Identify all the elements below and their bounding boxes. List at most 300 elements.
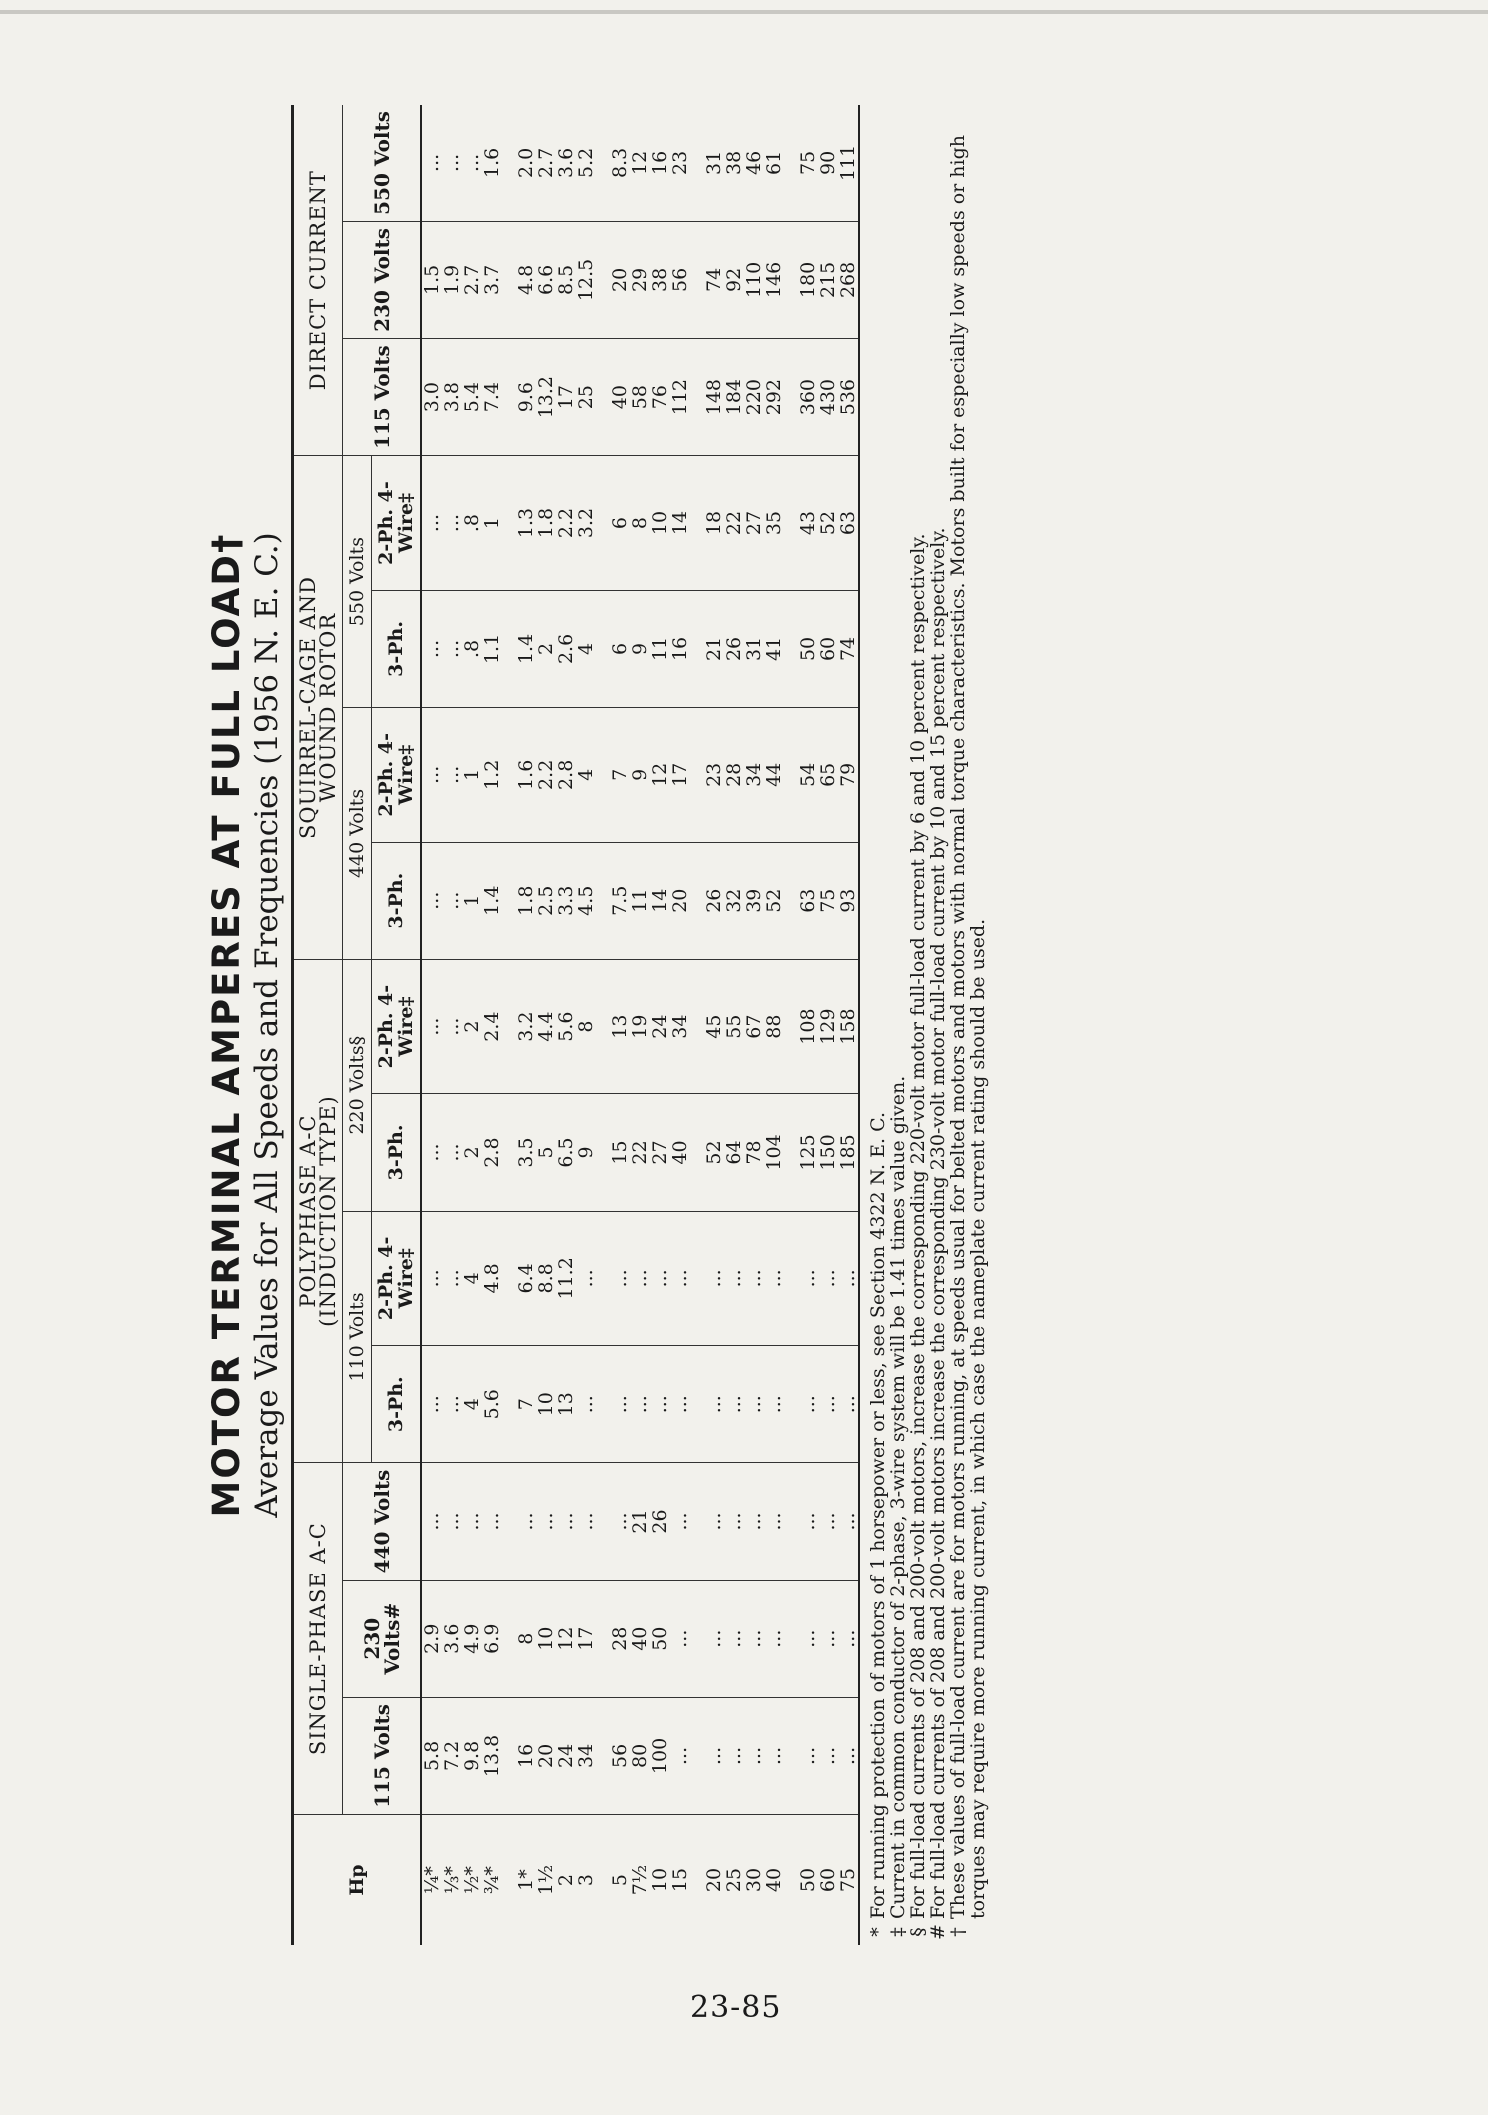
spacer-cell <box>596 221 610 338</box>
spacer-cell <box>690 1815 704 1945</box>
amp-cell: 52 <box>704 1094 724 1211</box>
amp-cell: 1.4 <box>482 842 502 959</box>
amp-cell: 4 <box>462 1346 482 1463</box>
table-row <box>556 105 576 1945</box>
spacer-cell <box>784 590 798 707</box>
amp-cell: 27 <box>744 456 764 591</box>
spacer-cell <box>690 1697 704 1814</box>
amp-cell: 4 <box>576 708 596 843</box>
hp-cell: 20 <box>704 1815 724 1945</box>
footnotes <box>868 105 988 1945</box>
amp-cell: 34 <box>744 708 764 843</box>
spacer-cell <box>784 1211 798 1346</box>
amp-cell: 3.8 <box>442 339 462 456</box>
amp-cell: 15 <box>610 1094 630 1211</box>
amp-cell: 4 <box>576 590 596 707</box>
amp-cell: 129 <box>818 959 838 1094</box>
amp-cell: 2 <box>462 959 482 1094</box>
spacer-cell <box>596 708 610 843</box>
amp-cell: 39 <box>744 842 764 959</box>
amp-cell: 430 <box>818 339 838 456</box>
spacer-cell <box>596 842 610 959</box>
amp-cell: 220 <box>744 339 764 456</box>
table-row <box>704 105 724 1945</box>
amp-cell: ... <box>838 1463 859 1580</box>
amp-cell: 46 <box>743 150 765 175</box>
amp-cell: 2.2 <box>536 708 556 843</box>
amp-cell: 90 <box>817 150 839 175</box>
col-110-3ph: 3-Ph. <box>372 1346 422 1463</box>
amp-cell: 2.9 <box>421 1580 442 1697</box>
amp-cell: 65 <box>818 708 838 843</box>
row-spacer <box>784 105 798 1945</box>
rotated-content <box>205 105 1215 1945</box>
amp-cell: ... <box>650 1346 670 1463</box>
amp-cell: 43 <box>798 456 818 591</box>
footnote-text: These values of full-load current are for motors running, at speeds usual for belted motors and motors with normal torque characteristics. Motors built for especially low speeds or high torques may require more running current, in which case the nameplate current rating should be used. <box>947 134 989 1919</box>
amp-cell: 7.5 <box>610 842 630 959</box>
amp-cell: 32 <box>724 842 744 959</box>
amp-cell: 26 <box>650 1463 670 1580</box>
amp-cell: ... <box>421 1211 442 1346</box>
amp-cell: 11.2 <box>556 1211 576 1346</box>
footnote-mark: § <box>907 1927 929 1937</box>
amp-cell: ... <box>516 1463 536 1580</box>
spacer-cell <box>784 1697 798 1814</box>
amp-cell: 2.2 <box>556 456 576 591</box>
amp-cell: 5.6 <box>482 1346 502 1463</box>
amp-cell: 3.6 <box>442 1580 462 1697</box>
polyphase-header <box>293 959 343 1463</box>
amp-cell: 3.6 <box>555 147 577 179</box>
spacer-cell <box>784 456 798 591</box>
amp-cell: ... <box>838 1697 859 1814</box>
spacer-cell <box>690 1094 704 1211</box>
hp-cell: 25 <box>724 1815 744 1945</box>
sq-440-volts: 440 Volts <box>343 708 372 960</box>
amp-cell: ... <box>764 1580 784 1697</box>
polyphase-header-line1: POLYPHASE A-C <box>296 1114 320 1308</box>
amp-cell: ... <box>818 1580 838 1697</box>
amp-cell: 19 <box>630 959 650 1094</box>
amp-cell: 215 <box>818 221 838 338</box>
amp-cell: 8 <box>516 1580 536 1697</box>
col-550-2ph: 2-Ph. 4-Wire‡ <box>372 456 422 591</box>
amp-cell: 6.9 <box>482 1580 502 1697</box>
amp-cell: 23 <box>669 150 691 175</box>
amp-cell: 4.4 <box>536 959 556 1094</box>
amp-cell: 110 <box>744 221 764 338</box>
amp-cell: 268 <box>838 221 859 338</box>
hp-cell: 15 <box>670 1815 690 1945</box>
amp-cell: 41 <box>764 590 784 707</box>
spacer-cell <box>784 842 798 959</box>
spacer-cell <box>784 1815 798 1945</box>
amp-cell: 2.0 <box>515 147 537 179</box>
amp-cell: ... <box>630 1211 650 1346</box>
amp-cell: 20 <box>536 1697 556 1814</box>
amp-cell: 6 <box>610 590 630 707</box>
top-rule <box>0 10 1488 14</box>
amp-cell: 38 <box>723 150 745 175</box>
hp-cell: 1* <box>516 1815 536 1945</box>
amp-cell: 1.1 <box>482 590 502 707</box>
amp-cell: 31 <box>744 590 764 707</box>
amp-cell: 104 <box>764 1094 784 1211</box>
page-number: 23-85 <box>690 1990 782 2025</box>
amp-cell: 16 <box>670 590 690 707</box>
amp-cell: 1.8 <box>536 456 556 591</box>
amp-cell: 6.5 <box>556 1094 576 1211</box>
amp-cell: 10 <box>650 456 670 591</box>
amp-cell: 1 <box>462 708 482 843</box>
col-220-3ph: 3-Ph. <box>372 1094 422 1211</box>
amp-cell: 80 <box>630 1697 650 1814</box>
amp-cell: 14 <box>650 842 670 959</box>
amp-cell: 63 <box>798 842 818 959</box>
amp-cell: 29 <box>630 221 650 338</box>
spacer-cell <box>502 339 516 456</box>
amp-cell: 6 <box>610 456 630 591</box>
amp-cell: 2 <box>462 1094 482 1211</box>
amp-cell: 185 <box>838 1094 859 1211</box>
amp-cell: ... <box>724 1697 744 1814</box>
amp-cell: 75 <box>818 842 838 959</box>
amp-cell: 40 <box>610 339 630 456</box>
amp-cell: 56 <box>610 1697 630 1814</box>
amp-cell: 1.4 <box>516 590 536 707</box>
footnote-text: For full-load currents of 208 and 200-volt motors increase the corresponding 230-volt motor full-load current by 10 and 15 percent respectively. <box>927 527 949 1919</box>
amp-cell: 21 <box>630 1463 650 1580</box>
footnote-text: For running protection of motors of 1 horsepower or less, see Section 4322 N. E. C. <box>867 1112 889 1919</box>
amp-cell: 58 <box>630 339 650 456</box>
amp-cell: ... <box>610 1211 630 1346</box>
amp-cell: 3.5 <box>516 1094 536 1211</box>
amp-cell: 26 <box>724 590 744 707</box>
amp-cell: ... <box>670 1211 690 1346</box>
amp-cell: 2.7 <box>535 147 557 179</box>
table-row <box>630 105 650 1945</box>
amp-cell: ... <box>798 1580 818 1697</box>
spacer-cell <box>690 1580 704 1697</box>
hp-cell: 1½ <box>536 1815 556 1945</box>
hp-cell: 30 <box>744 1815 764 1945</box>
page-title: MOTOR TERMINAL AMPERES AT FULL LOAD† <box>205 532 248 1518</box>
amp-cell: 112 <box>670 339 690 456</box>
amp-cell: ... <box>818 1346 838 1463</box>
col-dc-115: 115 Volts <box>343 339 422 456</box>
amp-cell: 9 <box>576 1094 596 1211</box>
amp-cell: 8 <box>630 456 650 591</box>
amp-cell: 10 <box>536 1580 556 1697</box>
footnote <box>948 105 988 1945</box>
amp-cell: 50 <box>650 1580 670 1697</box>
amp-cell: 3.3 <box>556 842 576 959</box>
footnote-text: For full-load currents of 208 and 200-volt motors, increase the corresponding 220-volt motor full-load current by 6 and 10 percent respectively. <box>907 533 929 1919</box>
amp-cell: 8.3 <box>609 147 631 179</box>
footnote-mark: † <box>947 1927 969 1937</box>
spacer-cell <box>502 456 516 591</box>
amp-cell: 20 <box>610 221 630 338</box>
amp-cell: ... <box>442 842 462 959</box>
table-row <box>670 105 690 1945</box>
amp-cell: 180 <box>798 221 818 338</box>
amp-cell: 9 <box>630 708 650 843</box>
amp-cell: ... <box>536 1463 556 1580</box>
amp-cell: ... <box>838 1346 859 1463</box>
amp-cell: ... <box>610 1463 630 1580</box>
col-220-2ph: 2-Ph. 4-Wire‡ <box>372 959 422 1094</box>
table-row <box>764 105 784 1945</box>
spacer-cell <box>690 708 704 843</box>
spacer-cell <box>596 1815 610 1945</box>
spacer-cell <box>596 1211 610 1346</box>
spacer-cell <box>596 1094 610 1211</box>
amp-cell: 12 <box>650 708 670 843</box>
amp-cell: ... <box>798 1211 818 1346</box>
amp-cell: ... <box>610 1346 630 1463</box>
amp-cell: 146 <box>764 221 784 338</box>
amp-cell: 25 <box>576 339 596 456</box>
table-row <box>650 105 670 1945</box>
amp-cell: ... <box>838 1580 859 1697</box>
amp-cell: 4 <box>462 1211 482 1346</box>
spacer-cell <box>502 1094 516 1211</box>
amp-cell: 76 <box>650 339 670 456</box>
amp-cell: 54 <box>798 708 818 843</box>
amp-cell: ... <box>442 708 462 843</box>
amp-cell: 88 <box>764 959 784 1094</box>
amp-cell: 5.4 <box>462 339 482 456</box>
amp-cell: ... <box>724 1346 744 1463</box>
amp-cell: ... <box>764 1697 784 1814</box>
spacer-cell <box>690 1463 704 1580</box>
footnote-mark: # <box>927 1924 949 1940</box>
amp-cell: ... <box>670 1580 690 1697</box>
amp-cell: 17 <box>576 1580 596 1697</box>
amp-cell: ... <box>421 708 442 843</box>
amp-cell: ... <box>744 1211 764 1346</box>
amp-cell: 17 <box>556 339 576 456</box>
footnote-mark: * <box>867 1927 889 1937</box>
spacer-cell <box>596 959 610 1094</box>
amp-cell: ... <box>724 1580 744 1697</box>
amp-cell: ... <box>798 1697 818 1814</box>
amp-cell: ... <box>576 1463 596 1580</box>
amp-cell: 536 <box>838 339 859 456</box>
amp-cell: 7.4 <box>482 339 502 456</box>
spacer-cell <box>502 1463 516 1580</box>
amp-cell: ... <box>704 1580 724 1697</box>
hp-cell: 75 <box>838 1815 859 1945</box>
spacer-cell <box>596 339 610 456</box>
amp-cell: 50 <box>798 590 818 707</box>
footnote <box>908 105 928 1945</box>
amp-cell: 360 <box>798 339 818 456</box>
table-row <box>536 105 556 1945</box>
hp-cell: 60 <box>818 1815 838 1945</box>
amp-cell: ... <box>482 1463 502 1580</box>
amp-cell: 22 <box>724 456 744 591</box>
amp-cell: 52 <box>764 842 784 959</box>
amp-cell: 8 <box>576 959 596 1094</box>
amp-cell: 79 <box>838 708 859 843</box>
amp-cell: 17 <box>670 708 690 843</box>
amp-cell: 2.6 <box>556 590 576 707</box>
amp-cell: ... <box>798 1346 818 1463</box>
amp-cell: 27 <box>650 1094 670 1211</box>
squirrel-header-line2: WOUND ROTOR <box>316 612 340 803</box>
amp-cell: ... <box>818 1697 838 1814</box>
amp-cell: 6.4 <box>516 1211 536 1346</box>
table-row <box>421 105 442 1945</box>
spacer-cell <box>784 1094 798 1211</box>
amp-cell: 26 <box>704 842 724 959</box>
squirrel-header-line1: SQUIRREL-CAGE AND <box>296 576 320 840</box>
poly-220-volts: 220 Volts§ <box>343 959 372 1211</box>
table-row <box>610 105 630 1945</box>
spacer-cell <box>502 1580 516 1697</box>
amp-cell: ... <box>442 1094 462 1211</box>
footnote-mark: ‡ <box>887 1927 909 1937</box>
amp-cell: ... <box>704 1346 724 1463</box>
amp-cell: ... <box>744 1697 764 1814</box>
amp-cell: 67 <box>744 959 764 1094</box>
amp-cell: ... <box>744 1580 764 1697</box>
amp-cell: .8 <box>462 456 482 591</box>
amp-cell: ... <box>764 1211 784 1346</box>
amp-cell: ... <box>744 1463 764 1580</box>
amp-cell: 23 <box>704 708 724 843</box>
spacer-cell <box>502 1346 516 1463</box>
amp-cell: 158 <box>838 959 859 1094</box>
spacer-cell <box>596 1463 610 1580</box>
col-110-2ph: 2-Ph. 4-Wire‡ <box>372 1211 422 1346</box>
amp-cell: 1.6 <box>481 147 503 179</box>
amp-cell: ... <box>764 1346 784 1463</box>
spacer-cell <box>690 842 704 959</box>
amp-cell: 13 <box>610 959 630 1094</box>
spacer-cell <box>784 959 798 1094</box>
amp-cell: 28 <box>610 1580 630 1697</box>
polyphase-header-line2: (INDUCTION TYPE) <box>316 1095 340 1327</box>
amp-cell: .8 <box>462 590 482 707</box>
amp-cell: 13.8 <box>482 1697 502 1814</box>
amp-cell: ... <box>421 1463 442 1580</box>
amp-cell: ... <box>576 1211 596 1346</box>
amp-cell: ... <box>576 1346 596 1463</box>
table-row <box>482 105 502 1945</box>
amp-cell: 60 <box>818 590 838 707</box>
amp-cell: 5.8 <box>421 1697 442 1814</box>
amperes-table <box>291 105 860 1945</box>
amp-cell: 44 <box>764 708 784 843</box>
amp-cell: ... <box>704 1463 724 1580</box>
table-row <box>798 105 818 1945</box>
amp-cell: 92 <box>724 221 744 338</box>
table-row <box>818 105 838 1945</box>
squirrel-cage-header <box>293 456 343 960</box>
col-440-3ph: 3-Ph. <box>372 842 422 959</box>
amp-cell: 74 <box>838 590 859 707</box>
hp-cell: 5 <box>610 1815 630 1945</box>
amp-cell: 12.5 <box>576 221 596 338</box>
amp-cell: 18 <box>704 456 724 591</box>
amp-cell: 35 <box>764 456 784 591</box>
spacer-cell <box>502 842 516 959</box>
amp-cell: 28 <box>724 708 744 843</box>
amp-cell: ... <box>421 1094 442 1211</box>
amp-cell: 111 <box>837 144 859 182</box>
spacer-cell <box>596 1580 610 1697</box>
amp-cell: ... <box>556 1463 576 1580</box>
footnote-text: Current in common conductor of 2-phase, 3-wire system will be 1.41 times value given. <box>887 1075 909 1919</box>
amp-cell: 61 <box>763 150 785 175</box>
spacer-cell <box>784 105 798 221</box>
amp-cell: 8.8 <box>536 1211 556 1346</box>
spacer-cell <box>502 959 516 1094</box>
amp-cell: 5.2 <box>575 147 597 179</box>
spacer-cell <box>690 959 704 1094</box>
amp-cell: ... <box>764 1463 784 1580</box>
amp-cell: ... <box>442 1211 462 1346</box>
amp-cell: 21 <box>704 590 724 707</box>
hp-header: Hp <box>293 1815 422 1945</box>
amp-cell: 10 <box>536 1346 556 1463</box>
table-row <box>744 105 764 1945</box>
amp-cell: 100 <box>650 1697 670 1814</box>
amp-cell: ... <box>442 1346 462 1463</box>
spacer-cell <box>784 1580 798 1697</box>
amp-cell: 4.9 <box>462 1580 482 1697</box>
amp-cell: ... <box>724 1211 744 1346</box>
table-row <box>724 105 744 1945</box>
hp-cell: 3 <box>576 1815 596 1945</box>
spacer-cell <box>690 339 704 456</box>
amp-cell: ... <box>421 1346 442 1463</box>
spacer-cell <box>502 1697 516 1814</box>
amp-cell: 1 <box>482 456 502 591</box>
amp-cell: 7.2 <box>442 1697 462 1814</box>
table-body <box>421 105 859 1945</box>
amp-cell: ... <box>704 1697 724 1814</box>
col-dc-550: 550 Volts <box>343 105 422 221</box>
amp-cell: 34 <box>670 959 690 1094</box>
spacer-cell <box>596 1697 610 1814</box>
amp-cell: ... <box>670 1346 690 1463</box>
amp-cell: 125 <box>798 1094 818 1211</box>
amp-cell: 11 <box>650 590 670 707</box>
hp-cell: ¾* <box>482 1815 502 1945</box>
col-550-3ph: 3-Ph. <box>372 590 422 707</box>
row-spacer <box>502 105 516 1945</box>
col-440-2ph: 2-Ph. 4-Wire‡ <box>372 708 422 843</box>
amp-cell: ... <box>704 1211 724 1346</box>
spacer-cell <box>784 1346 798 1463</box>
table-row <box>442 105 462 1945</box>
spacer-cell <box>784 1463 798 1580</box>
footnote <box>868 105 888 1945</box>
amp-cell: 3.2 <box>516 959 536 1094</box>
amp-cell: 4.8 <box>482 1211 502 1346</box>
amp-cell: 64 <box>724 1094 744 1211</box>
spacer-cell <box>502 708 516 843</box>
amp-cell: 12 <box>629 150 651 175</box>
amp-cell: 22 <box>630 1094 650 1211</box>
amp-cell: 52 <box>818 456 838 591</box>
amp-cell: 2.8 <box>482 1094 502 1211</box>
spacer-cell <box>596 1346 610 1463</box>
